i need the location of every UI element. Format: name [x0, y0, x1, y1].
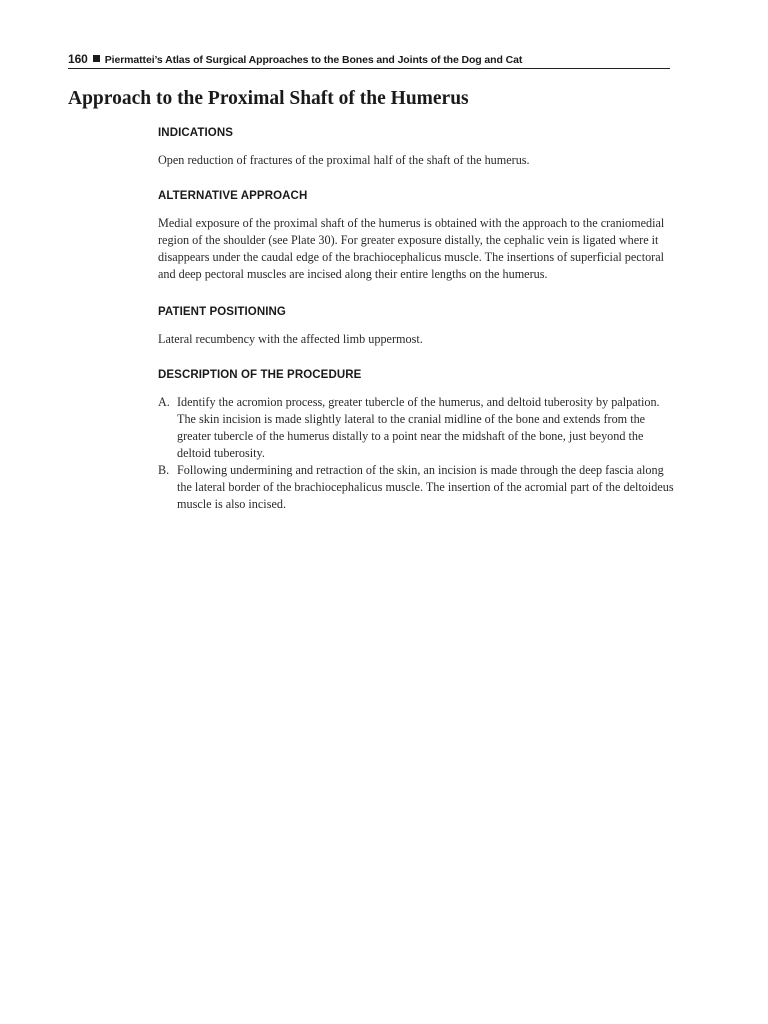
section-procedure	[158, 368, 674, 513]
page-number: 160	[68, 52, 88, 66]
section-heading: INDICATIONS	[158, 127, 233, 139]
main-content	[158, 126, 674, 535]
page-title: Approach to the Proximal Shaft of the Humerus	[68, 88, 469, 109]
section-text: Open reduction of fractures of the proximal half of the shaft of the humerus.	[158, 153, 530, 167]
running-head	[68, 52, 670, 69]
step-text: Following undermining and retraction of the skin, an incision is made through the deep fascia along the lateral border of the brachiocephalicus muscle. The insertion of the acromial part of the deltoideus muscle is also incised.	[177, 463, 674, 511]
square-bullet-icon	[93, 55, 100, 62]
section-heading: ALTERNATIVE APPROACH	[158, 190, 308, 202]
step-letter: B.	[158, 463, 170, 477]
step-text: Identify the acromion process, greater tubercle of the humerus, and deltoid tuberosity by palpation. The skin incision is made slightly lateral to the cranial midline of the bone and extends from the greater tubercle of the humerus distally to a point near the midshaft of the bone, just beyond the deltoid tuberosity.	[177, 395, 660, 460]
section-patient-positioning	[158, 305, 674, 348]
section-alternative-approach	[158, 189, 674, 283]
section-heading: DESCRIPTION OF THE PROCEDURE	[158, 369, 362, 381]
section-heading: PATIENT POSITIONING	[158, 306, 286, 318]
procedure-steps	[158, 394, 674, 513]
procedure-step-a	[158, 394, 674, 462]
section-text: Medial exposure of the proximal shaft of the humerus is obtained with the approach to the craniomedial region of the shoulder (see Plate 30). For greater exposure distally, the cephalic vein is ligated where it disappears under the caudal edge of the brachiocephalicus muscle. The insertions of superficial pectoral and deep pectoral muscles are incised along their entire lengths on the humerus.	[158, 216, 665, 281]
section-indications	[158, 126, 674, 169]
section-text: Lateral recumbency with the affected limb uppermost.	[158, 332, 423, 346]
step-letter: A.	[158, 395, 170, 409]
procedure-step-b	[158, 462, 674, 513]
running-title: Piermattei’s Atlas of Surgical Approaches to the Bones and Joints of the Dog and Cat	[104, 54, 523, 66]
